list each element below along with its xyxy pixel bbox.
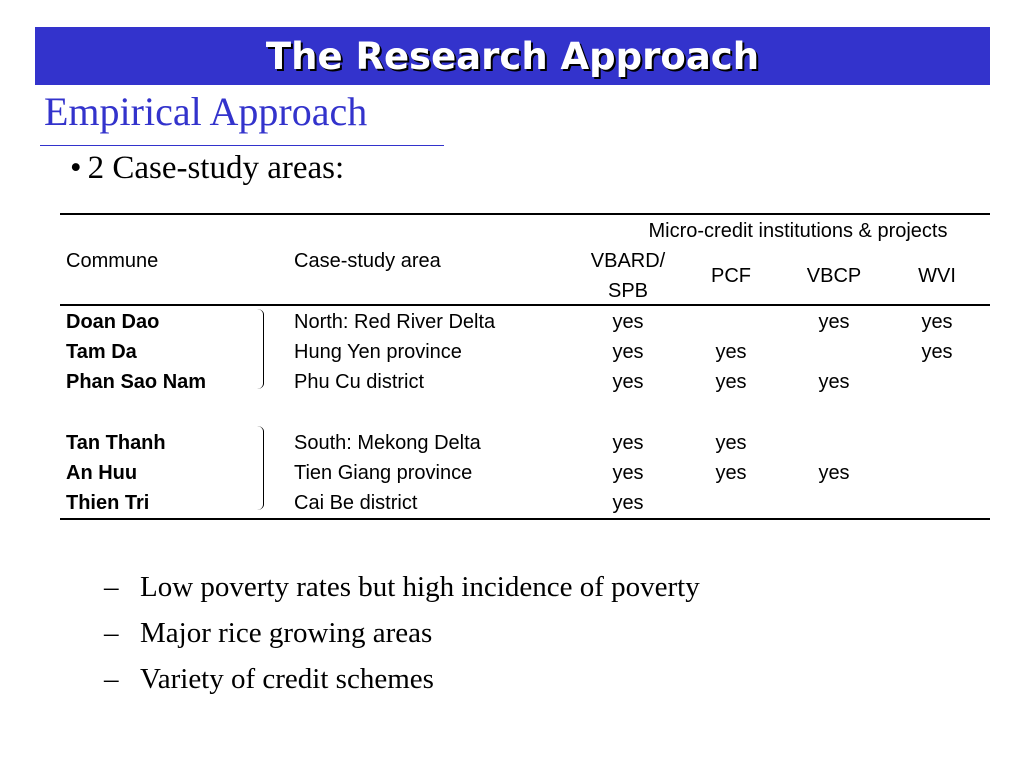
row-area: North: Red River Delta (294, 311, 496, 333)
north-group-bracket (257, 309, 264, 389)
row-vbard: yes (612, 371, 644, 393)
row-area: Tien Giang province (294, 462, 473, 484)
row-pcf: yes (715, 371, 747, 393)
header-vbard-line1: VBARD/ (590, 250, 666, 272)
subtitle-underline (40, 145, 444, 146)
list-item-text: Low poverty rates but high incidence of poverty (140, 571, 700, 603)
row-wvi: yes (921, 311, 953, 333)
row-vbard: yes (612, 492, 644, 514)
row-vbard: yes (612, 311, 644, 333)
table-bottom-rule (60, 518, 990, 520)
row-area: Cai Be district (294, 492, 418, 514)
main-bullet (70, 150, 344, 187)
slide-subtitle: Empirical Approach (44, 89, 368, 134)
row-commune: Tan Thanh (66, 432, 166, 454)
main-bullet-text: 2 Case-study areas: (87, 150, 345, 186)
row-area: South: Mekong Delta (294, 432, 481, 454)
header-vbcp: VBCP (806, 265, 862, 287)
row-vbard: yes (612, 462, 644, 484)
header-commune: Commune (66, 250, 159, 272)
row-pcf: yes (715, 462, 747, 484)
row-commune: Thien Tri (66, 492, 150, 514)
dash-icon: – (104, 571, 119, 603)
row-vbcp: yes (818, 462, 850, 484)
list-item-text: Variety of credit schemes (140, 663, 434, 695)
row-commune: Phan Sao Nam (66, 371, 207, 393)
row-pcf: yes (715, 341, 747, 363)
group-header: Micro-credit institutions & projects (648, 220, 948, 242)
slide-title: The Research Approach (265, 34, 760, 78)
row-commune: Tam Da (66, 341, 137, 363)
dash-icon: – (104, 663, 119, 695)
row-vbard: yes (612, 432, 644, 454)
list-item (104, 614, 700, 660)
list-item (104, 568, 700, 614)
row-vbcp: yes (818, 371, 850, 393)
table-top-rule (60, 213, 990, 215)
sub-bullet-list (104, 568, 700, 706)
list-item-text: Major rice growing areas (140, 617, 433, 649)
row-commune: An Huu (66, 462, 138, 484)
row-area: Phu Cu district (294, 371, 425, 393)
row-pcf: yes (715, 432, 747, 454)
row-vbcp: yes (818, 311, 850, 333)
row-wvi: yes (921, 341, 953, 363)
row-area: Hung Yen province (294, 341, 462, 363)
list-item (104, 660, 700, 706)
header-wvi: WVI (918, 265, 956, 287)
header-area: Case-study area (294, 250, 441, 272)
row-commune: Doan Dao (66, 311, 160, 333)
south-group-bracket (257, 426, 264, 510)
header-pcf: PCF (711, 265, 751, 287)
case-study-table (60, 213, 990, 520)
bullet-dot-icon: • (70, 150, 82, 186)
header-rule (60, 304, 990, 306)
row-vbard: yes (612, 341, 644, 363)
dash-icon: – (104, 617, 119, 649)
title-bar (35, 27, 990, 85)
header-vbard-line2: SPB (607, 280, 649, 302)
